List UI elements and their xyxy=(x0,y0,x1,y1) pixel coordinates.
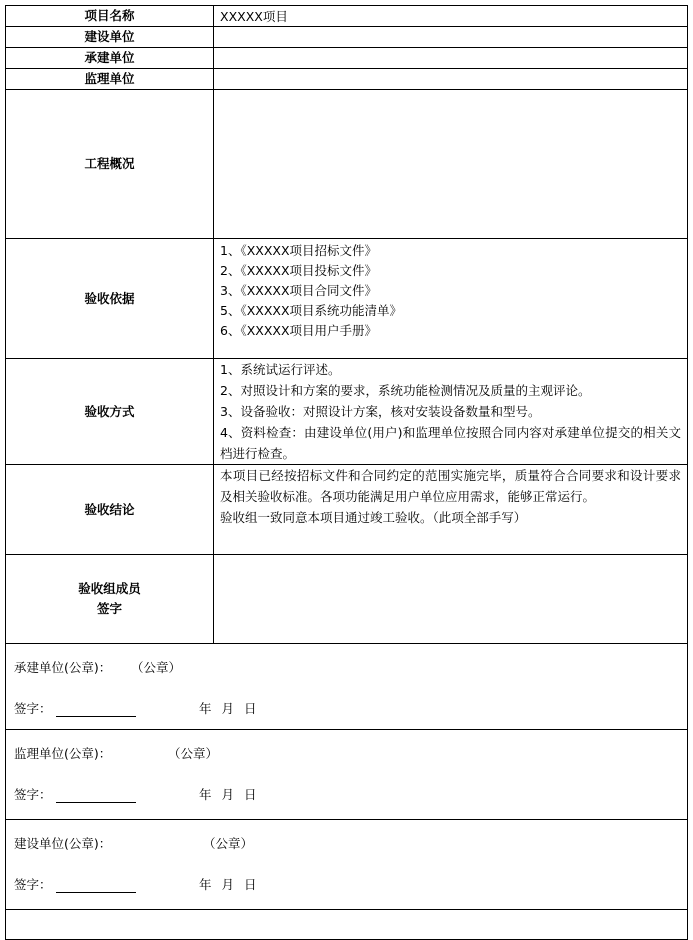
row-acceptance-conclusion xyxy=(6,465,688,555)
acceptance-form-table xyxy=(5,5,688,940)
project-name-label: 项目名称 xyxy=(6,6,214,27)
row-acceptance-method xyxy=(6,359,688,465)
date-fields[interactable]: 年 月 日 xyxy=(199,787,257,802)
contractor-unit-value[interactable] xyxy=(214,48,688,69)
signature-line[interactable]: 签字： xyxy=(14,785,136,803)
official-seal-placeholder: （公章） xyxy=(203,836,254,851)
overview-value[interactable] xyxy=(214,90,688,239)
list-item: 4、资料检查：由建设单位(用户)和监理单位按照合同内容对承建单位提交的相关文档进行检查。 xyxy=(220,425,681,461)
overview-label: 工程概况 xyxy=(6,90,214,239)
signature-line[interactable]: 签字： xyxy=(14,699,136,717)
construction-unit-label: 建设单位 xyxy=(6,27,214,48)
acceptance-method-list xyxy=(214,359,688,465)
date-fields[interactable]: 年 月 日 xyxy=(199,701,257,716)
signature-blank[interactable] xyxy=(56,789,136,803)
supervision-signature-block xyxy=(6,730,688,820)
members-signature-value[interactable] xyxy=(214,555,688,644)
members-signature-label: 验收组成员 签字 xyxy=(6,555,214,644)
list-item: 2、《XXXXX项目投标文件》 xyxy=(220,263,378,278)
list-item: 3、《XXXXX项目合同文件》 xyxy=(220,283,378,298)
list-item: 1、《XXXXX项目招标文件》 xyxy=(220,243,378,258)
empty-footer-row xyxy=(6,910,688,940)
signature-blank[interactable] xyxy=(56,703,136,717)
signature-line[interactable]: 签字： xyxy=(14,875,136,893)
row-acceptance-basis xyxy=(6,239,688,359)
supervision-unit-label: 监理单位 xyxy=(6,69,214,90)
acceptance-basis-list xyxy=(214,239,688,359)
unit-seal-label: 监理单位(公章)： xyxy=(14,746,112,761)
row-project-name xyxy=(6,6,688,27)
list-item: 1、系统试运行评述。 xyxy=(220,362,341,377)
signature-blank[interactable] xyxy=(56,879,136,893)
row-contractor-unit xyxy=(6,48,688,69)
contractor-unit-label: 承建单位 xyxy=(6,48,214,69)
conclusion-paragraph: 本项目已经按招标文件和合同约定的范围实施完毕，质量符合合同要求和设计要求及相关验收标准。各项功能满足用户单位应用需求，能够正常运行。 xyxy=(220,468,681,504)
list-item: 3、设备验收：对照设计方案，核对安装设备数量和型号。 xyxy=(220,404,541,419)
construction-unit-value[interactable] xyxy=(214,27,688,48)
construction-signature-block xyxy=(6,820,688,910)
official-seal-placeholder: （公章） xyxy=(168,746,219,761)
project-name-value[interactable]: XXXXX项目 xyxy=(214,6,688,27)
acceptance-conclusion-label: 验收结论 xyxy=(6,465,214,555)
row-members-signature xyxy=(6,555,688,644)
acceptance-conclusion-text[interactable] xyxy=(214,465,688,555)
unit-seal-label: 建设单位(公章)： xyxy=(14,836,112,851)
row-construction-unit xyxy=(6,27,688,48)
official-seal-placeholder: （公章） xyxy=(131,660,182,675)
unit-seal-label: 承建单位(公章)： xyxy=(14,660,112,675)
date-fields[interactable]: 年 月 日 xyxy=(199,877,257,892)
acceptance-method-label: 验收方式 xyxy=(6,359,214,465)
list-item: 6、《XXXXX项目用户手册》 xyxy=(220,323,378,338)
row-overview xyxy=(6,90,688,239)
list-item: 2、对照设计和方案的要求，系统功能检测情况及质量的主观评论。 xyxy=(220,383,591,398)
contractor-signature-block xyxy=(6,644,688,730)
list-item: 5、《XXXXX项目系统功能清单》 xyxy=(220,303,403,318)
acceptance-basis-label: 验收依据 xyxy=(6,239,214,359)
conclusion-paragraph: 验收组一致同意本项目通过竣工验收。（此项全部手写） xyxy=(220,510,527,525)
supervision-unit-value[interactable] xyxy=(214,69,688,90)
row-supervision-unit xyxy=(6,69,688,90)
